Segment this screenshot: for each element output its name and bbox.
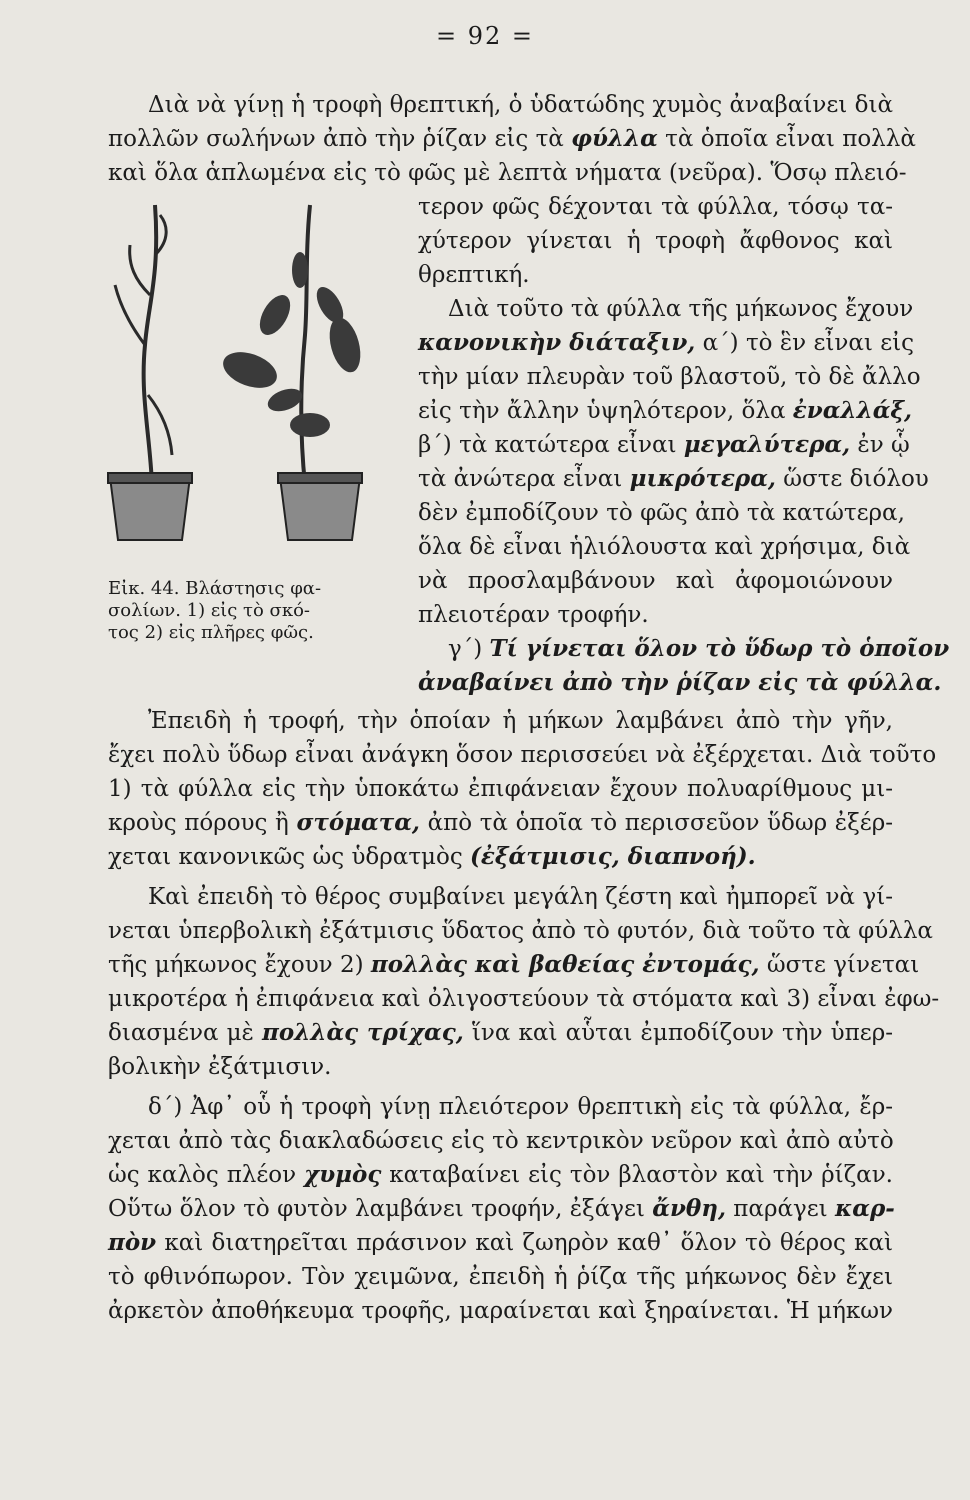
text-line: τὴν μίαν πλευρὰν τοῦ βλαστοῦ, τὸ δὲ ἄλλο (418, 364, 921, 390)
text-line: τερον φῶς δέχονται τὰ φύλλα, τόσῳ τα- (418, 194, 893, 220)
text-line: βολικὴν ἐξάτμισιν. (108, 1054, 332, 1080)
text-line: ὅλα δὲ εἶναι ἡλιόλουστα καὶ χρήσιμα, διὰ (418, 534, 911, 560)
text-line: χεται ἀπὸ τὰς διακλαδώσεις εἰς τὸ κεντρικὸν νεῦρον καὶ ἀπὸ αὐτὸ (108, 1128, 894, 1154)
text-line: ὡς καλὸς πλέον χυμὸς καταβαίνει εἰς τὸν βλαστὸν καὶ τὴν ῥίζαν. (108, 1161, 893, 1188)
text-line: Διὰ νὰ γίνῃ ἡ τροφὴ θρεπτική, ὁ ὑδατώδης χυμὸς ἀναβαίνει διὰ (148, 92, 893, 118)
text-line: δ΄) Ἀφ᾿ οὗ ἡ τροφὴ γίνῃ πλειότερον θρεπτικὴ εἰς τὰ φύλλα, ἔρ- (148, 1094, 893, 1120)
text-line: κροὺς πόρους ἢ στόματα, ἀπὸ τὰ ὁποῖα τὸ περισσεῦον ὕδωρ ἐξέρ- (108, 809, 894, 836)
text-line: καὶ ὅλα ἁπλωμένα εἰς τὸ φῶς μὲ λεπτὰ νήματα (νεῦρα). Ὅσῳ πλειό- (108, 160, 907, 186)
figure-caption-line: τος 2) εἰς πλῆρες φῶς. (108, 622, 314, 643)
text-line: πολλῶν σωλήνων ἀπὸ τὴν ῥίζαν εἰς τὰ φύλλα τὰ ὁποῖα εἶναι πολλὰ (108, 125, 916, 152)
text-line: χεται κανονικῶς ὡς ὑδρατμὸς (ἐξάτμισις, διαπνοή). (108, 843, 756, 870)
text-line: εἰς τὴν ἄλλην ὑψηλότερον, ὅλα ἐναλλάξ, (418, 397, 913, 424)
text-line: διασμένα μὲ πολλὰς τρίχας, ἵνα καὶ αὗται ἐμποδίζουν τὴν ὑπερ- (108, 1019, 893, 1046)
text-line: ἀναβαίνει ἀπὸ τὴν ῥίζαν εἰς τὰ φύλλα. (418, 669, 942, 696)
text-line: γ΄) Τί γίνεται ὅλον τὸ ὕδωρ τὸ ὁποῖον (448, 635, 950, 662)
text-line: β΄) τὰ κατώτερα εἶναι μεγαλύτερα, ἐν ᾧ (418, 431, 910, 458)
text-line: Ἐπειδὴ ἡ τροφή, τὴν ὁποίαν ἡ μήκων λαμβάνει ἀπὸ τὴν γῆν, (148, 708, 893, 734)
text-line: τὸ φθινόπωρον. Τὸν χειμῶνα, ἐπειδὴ ἡ ῥίζα τῆς μήκωνος δὲν ἔχει (108, 1264, 893, 1290)
text-line: ἔχει πολὺ ὕδωρ εἶναι ἀνάγκη ὅσον περισσεύει νὰ ἐξέρχεται. Διὰ τοῦτο (108, 742, 937, 768)
text-line: κανονικὴν διάταξιν, α΄) τὸ ἓν εἶναι εἰς (418, 329, 915, 356)
text-line: θρεπτική. (418, 262, 530, 288)
text-line: πὸν καὶ διατηρεῖται πράσινον καὶ ζωηρὸν καθ᾿ ὅλον τὸ θέρος καὶ (108, 1229, 893, 1256)
text-line: 1) τὰ φύλλα εἰς τὴν ὑποκάτω ἐπιφάνειαν ἔχουν πολυαρίθμους μι- (108, 776, 893, 802)
text-line: δὲν ἐμποδίζουν τὸ φῶς ἀπὸ τὰ κατώτερα, (418, 500, 905, 526)
text-line: Διὰ τοῦτο τὰ φύλλα τῆς μήκωνος ἔχουν (448, 296, 914, 322)
text-line: χύτερον γίνεται ἡ τροφὴ ἄφθονος καὶ (418, 228, 893, 254)
text-line: πλειοτέραν τροφήν. (418, 602, 649, 628)
text-line: τὰ ἀνώτερα εἶναι μικρότερα, ὥστε διόλου (418, 465, 929, 492)
text-line: Καὶ ἐπειδὴ τὸ θέρος συμβαίνει μεγάλη ζέστη καὶ ἠμπορεῖ νὰ γί- (148, 884, 893, 910)
figure-caption-line: Εἰκ. 44. Βλάστησις φα- (108, 578, 322, 599)
text-line: ἀρκετὸν ἀποθήκευμα τροφῆς, μαραίνεται καὶ ξηραίνεται. Ἡ μήκων (108, 1298, 893, 1324)
text-line: νεται ὑπερβολικὴ ἐξάτμισις ὕδατος ἀπὸ τὸ φυτόν, διὰ τοῦτο τὰ φύλλα (108, 918, 933, 944)
page-number: = 92 = (435, 22, 534, 50)
figure-caption-line: σολίων. 1) εἰς τὸ σκό- (108, 600, 311, 621)
text-line: τῆς μήκωνος ἔχουν 2) πολλὰς καὶ βαθείας ἐντομάς, ὥστε γίνεται (108, 951, 920, 978)
text-line: μικροτέρα ἡ ἐπιφάνεια καὶ ὀλιγοστεύουν τὰ στόματα καὶ 3) εἶναι ἐφω- (108, 986, 940, 1012)
text-line: Οὕτω ὅλον τὸ φυτὸν λαμβάνει τροφήν, ἐξάγει ἄνθη, παράγει καρ- (108, 1195, 895, 1222)
figure-44-bean-plants (100, 195, 400, 565)
text-line: νὰ προσλαμβάνουν καὶ ἀφομοιώνουν (418, 568, 893, 594)
